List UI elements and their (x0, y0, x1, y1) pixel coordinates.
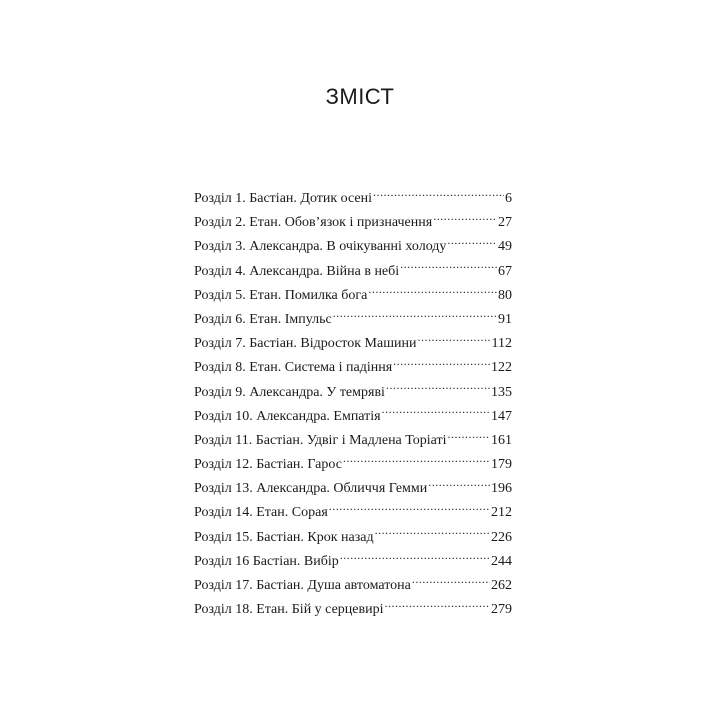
dot-leader (382, 406, 490, 420)
dot-leader (375, 527, 490, 541)
dot-leader (393, 357, 490, 371)
chapter-title: Розділ 15. Бастіан. Крок назад (194, 529, 374, 545)
dot-leader (373, 188, 504, 202)
chapter-title: Розділ 16 Бастіан. Вибір (194, 553, 339, 569)
page-number: 196 (491, 481, 512, 497)
chapter-title: Розділ 6. Етан. Імпульс (194, 311, 332, 327)
chapter-title: Розділ 3. Александра. В очікуванні холоду (194, 239, 447, 255)
dot-leader (433, 212, 497, 226)
page-number: 67 (498, 263, 512, 279)
dot-leader (386, 382, 490, 396)
chapter-title: Розділ 12. Бастіан. Гарос (194, 457, 342, 473)
chapter-title: Розділ 11. Бастіан. Удвіг і Мадлена Торіаті (194, 432, 447, 448)
chapter-title: Розділ 18. Етан. Бій у серцевирі (194, 602, 384, 618)
toc-entry (194, 260, 512, 284)
toc-entry (194, 574, 512, 598)
chapter-title: Розділ 8. Етан. Система і падіння (194, 360, 393, 376)
chapter-title: Розділ 5. Етан. Помилка бога (194, 287, 368, 303)
dot-leader (368, 285, 497, 299)
dot-leader (448, 430, 490, 444)
page-number: 161 (491, 432, 512, 448)
page-number: 135 (491, 384, 512, 400)
page-number: 6 (505, 191, 512, 206)
chapter-title: Розділ 7. Бастіан. Відросток Машини (194, 336, 417, 352)
dot-leader (340, 551, 490, 565)
page-number: 212 (491, 505, 512, 521)
toc-entry (194, 477, 512, 501)
chapter-title: Розділ 2. Етан. Обов’язок і призначення (194, 215, 433, 231)
dot-leader (428, 478, 490, 492)
toc-entry (194, 332, 512, 356)
page-number: 147 (491, 408, 512, 424)
toc-entry (194, 501, 512, 525)
page-number: 262 (491, 578, 512, 593)
toc-entry (194, 381, 512, 405)
chapter-title: Розділ 14. Етан. Сорая (194, 505, 328, 521)
page-number: 179 (491, 457, 512, 473)
dot-leader (412, 575, 490, 589)
toc-entry (194, 235, 512, 259)
page-number: 226 (491, 529, 512, 545)
toc-entry (194, 356, 512, 380)
dot-leader (343, 454, 490, 468)
page-number: 279 (491, 602, 512, 618)
dot-leader (384, 599, 490, 613)
toc-entry (194, 453, 512, 477)
page-number: 122 (491, 360, 512, 376)
toc-entry (194, 550, 512, 574)
page-number: 27 (498, 215, 512, 231)
page-number: 244 (491, 553, 512, 569)
toc-title: ЗМІСТ (325, 84, 395, 109)
chapter-title: Розділ 1. Бастіан. Дотик осені (194, 191, 373, 206)
page-number: 80 (498, 287, 512, 303)
toc-entry (194, 598, 512, 622)
toc-entry (194, 211, 512, 235)
dot-leader (447, 236, 497, 250)
toc-entry (194, 429, 512, 453)
toc-entry (194, 284, 512, 308)
dot-leader (400, 261, 497, 275)
dot-leader (333, 309, 497, 323)
toc-entry (194, 405, 512, 429)
chapter-title: Розділ 4. Александра. Війна в небі (194, 263, 400, 279)
toc-entry (194, 308, 512, 332)
toc-entry (194, 526, 512, 550)
dot-leader (417, 333, 490, 347)
chapter-title: Розділ 17. Бастіан. Душа автоматона (194, 578, 411, 593)
toc-entry (194, 187, 512, 211)
chapter-title: Розділ 10. Александра. Емпатія (194, 408, 381, 424)
page-number: 112 (491, 336, 512, 352)
toc-list (194, 187, 512, 622)
page-number: 91 (498, 311, 512, 327)
page-number: 49 (498, 239, 512, 255)
chapter-title: Розділ 13. Александра. Обличчя Гемми (194, 481, 428, 497)
dot-leader (329, 502, 490, 516)
chapter-title: Розділ 9. Александра. У темряві (194, 384, 385, 400)
